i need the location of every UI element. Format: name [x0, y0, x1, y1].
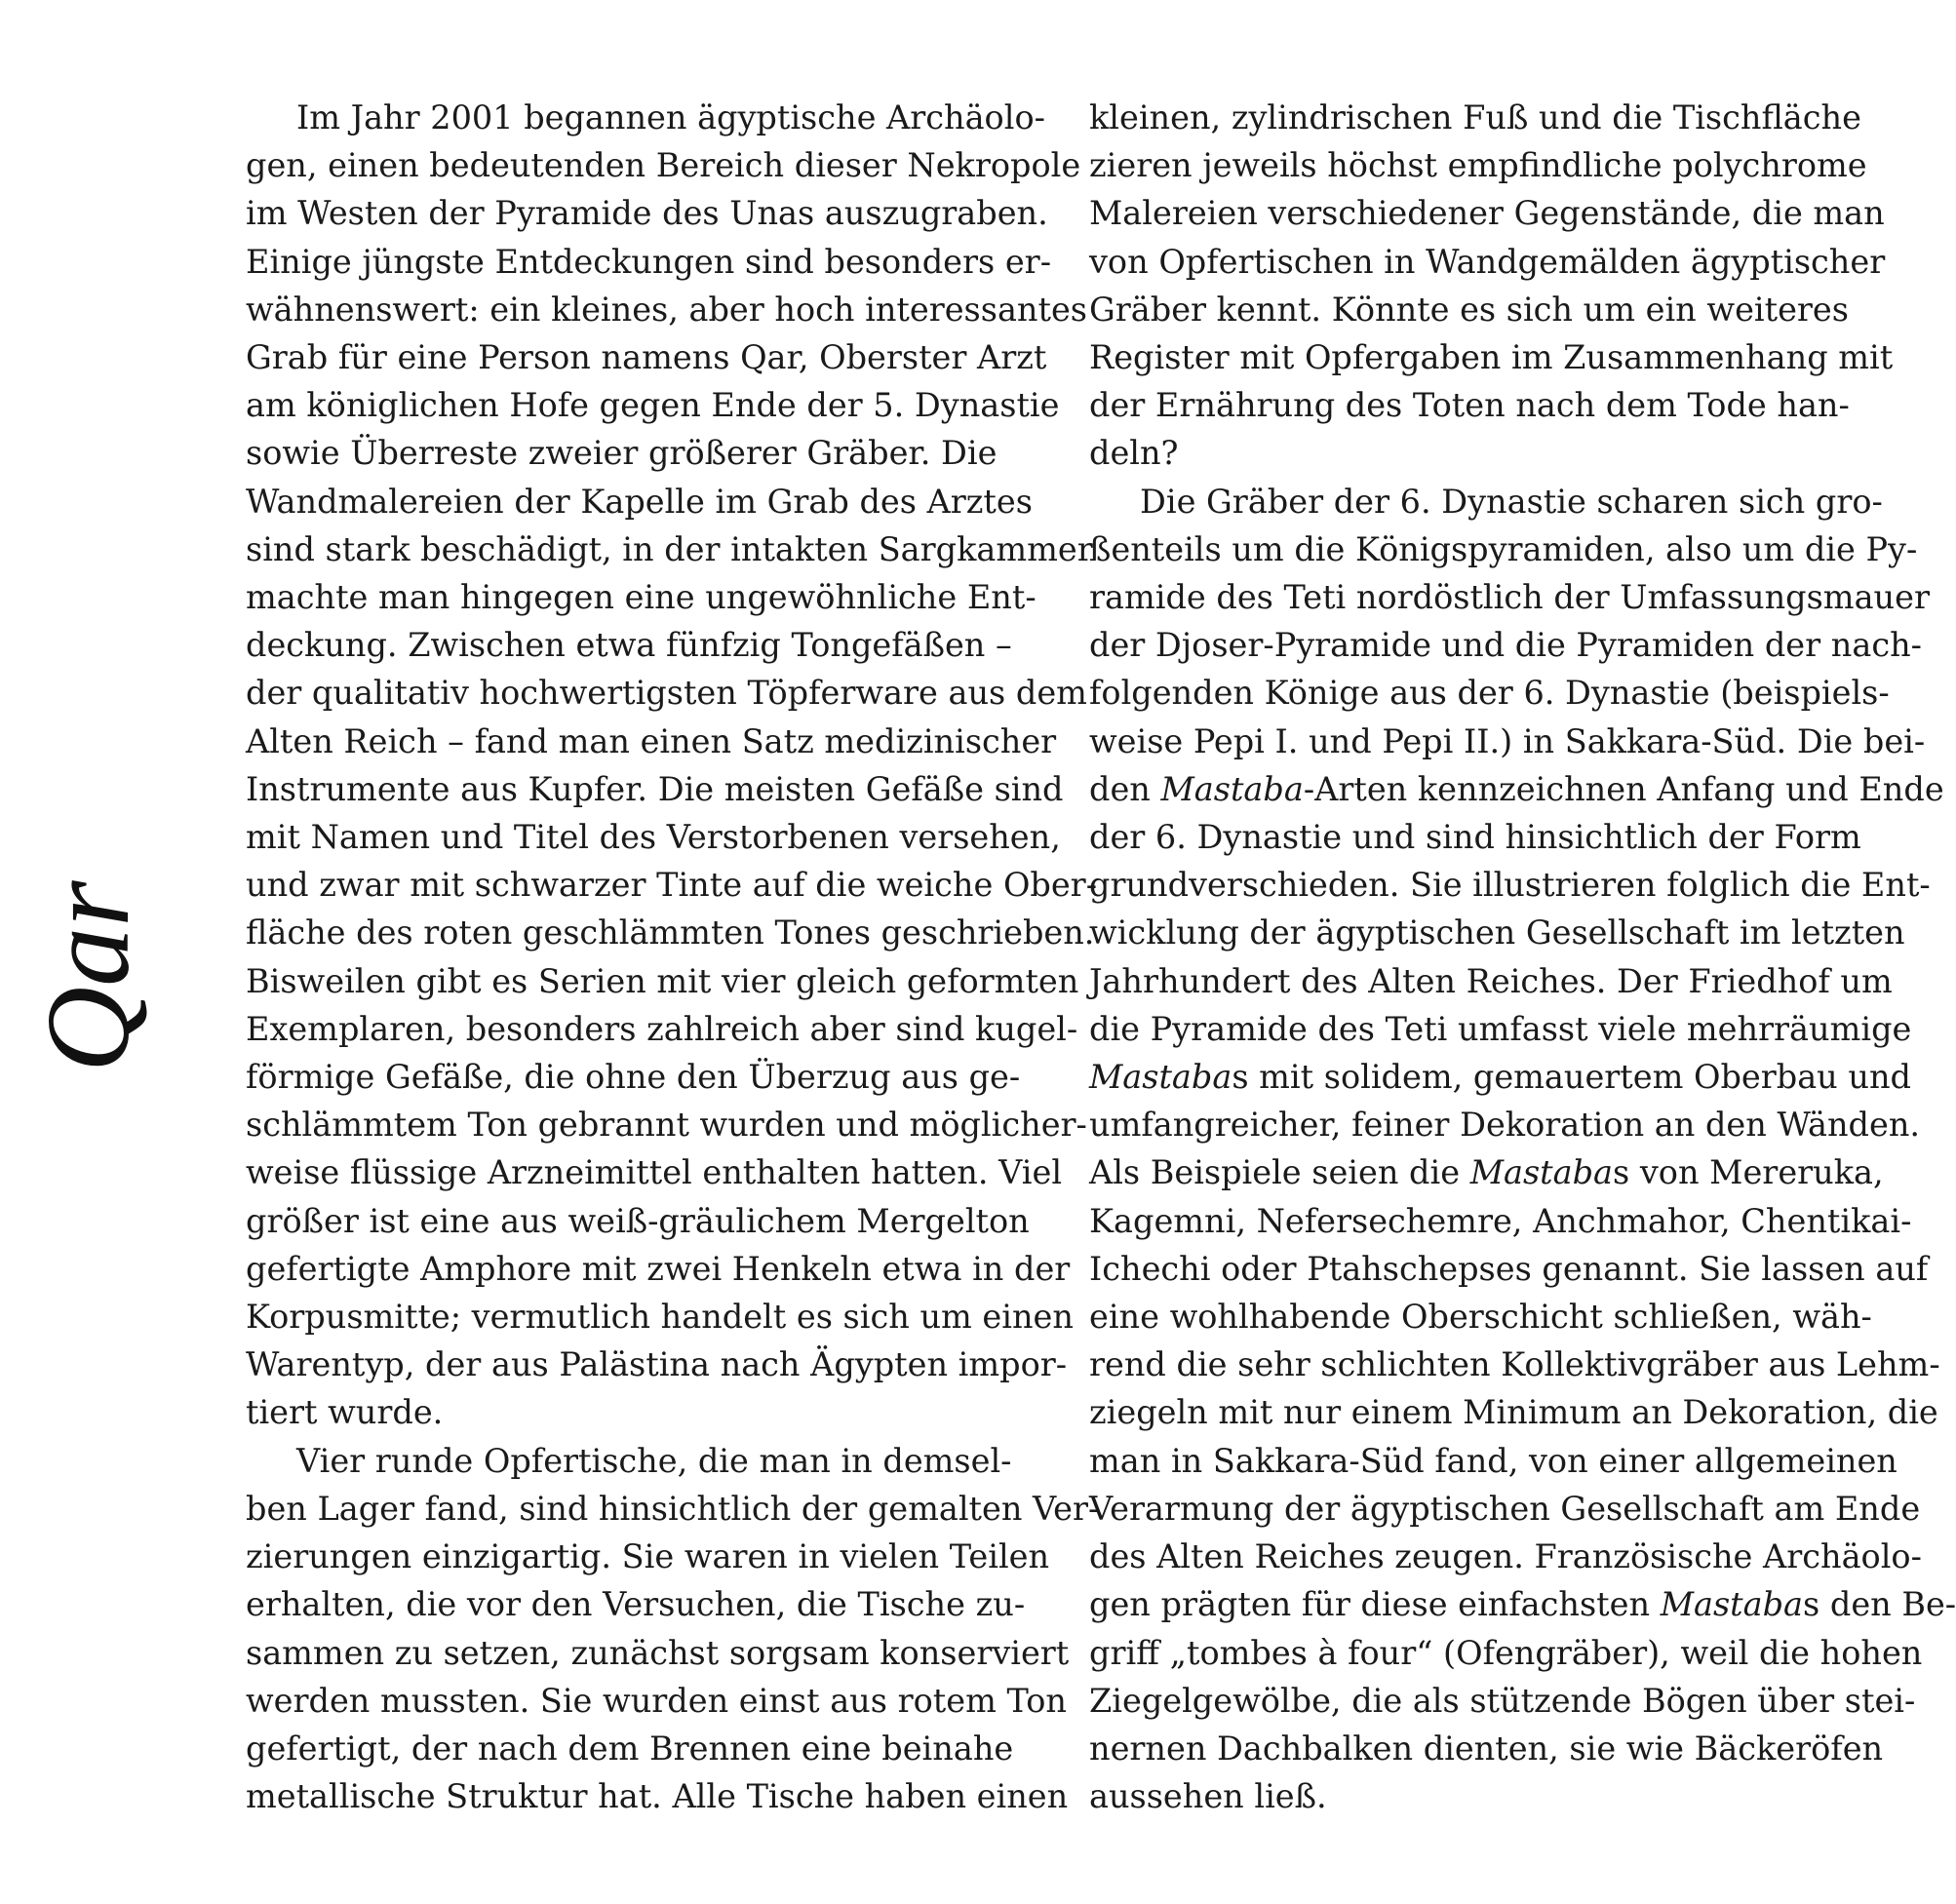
- text-line: der qualitativ hochwertigsten Töpferware aus dem: [246, 674, 1087, 713]
- text-line: sammen zu setzen, zunächst sorgsam konserviert: [246, 1633, 1070, 1672]
- text-line: Die Gräber der 6. Dynastie scharen sich gro-: [1140, 482, 1883, 521]
- text-segment: s von Mereruka,: [1613, 1153, 1884, 1192]
- text-line: griff „tombes à four“ (Ofengräber), weil die hohen: [1089, 1633, 1923, 1672]
- text-line: fläche des roten geschlämmten Tones geschrieben.: [246, 913, 1095, 952]
- text-line: ramide des Teti nordöstlich der Umfassungsmauer: [1089, 578, 1930, 617]
- text-line: Ichechi oder Ptahschepses genannt. Sie lassen auf: [1089, 1249, 1929, 1288]
- italic-term: Mastaba: [1160, 769, 1304, 808]
- text-line: größer ist eine aus weiß-gräulichem Mergelton: [246, 1201, 1030, 1240]
- text-line: Alten Reich – fand man einen Satz medizinischer: [246, 721, 1057, 760]
- text-line: [1089, 1148, 1889, 1196]
- text-line: deln?: [1089, 434, 1179, 473]
- text-line: aussehen ließ.: [1089, 1777, 1327, 1816]
- italic-term: Mastaba: [1660, 1585, 1804, 1624]
- text-line: der Ernährung des Toten nach dem Tode han-: [1089, 386, 1850, 425]
- text-line: wähnenswert: ein kleines, aber hoch interessantes: [246, 290, 1087, 329]
- text-line: ziegeln mit nur einem Minimum an Dekoration, die: [1089, 1393, 1938, 1432]
- text-line: Kagemni, Nefersechemre, Anchmahor, Chentikai-: [1089, 1201, 1912, 1240]
- text-segment: den: [1089, 769, 1161, 808]
- italic-term: Mastaba: [1089, 1058, 1232, 1097]
- text-line: zieren jeweils höchst empfindliche polychrome: [1089, 146, 1867, 185]
- text-line: Bisweilen gibt es Serien mit vier gleich geformten: [246, 961, 1079, 1000]
- text-line: eine wohlhabende Oberschicht schließen, wäh-: [1089, 1298, 1872, 1337]
- text-line: weise flüssige Arzneimittel enthalten hatten. Viel: [246, 1153, 1063, 1192]
- text-line: ßenteils um die Königspyramiden, also um die Py-: [1089, 529, 1918, 568]
- text-segment: -Arten kennzeichnen Anfang und Ende: [1303, 769, 1944, 808]
- text-line: wicklung der ägyptischen Gesellschaft im letzten: [1089, 913, 1905, 952]
- text-line: am königlichen Hofe gegen Ende der 5. Dynastie: [246, 386, 1060, 425]
- text-line: Ziegelgewölbe, die als stützende Bögen über stei-: [1089, 1681, 1916, 1720]
- text-line: der 6. Dynastie und sind hinsichtlich der Form: [1089, 818, 1861, 857]
- text-line: Im Jahr 2001 begannen ägyptische Archäolo-: [296, 98, 1045, 136]
- text-line: Gräber kennt. Könnte es sich um ein weiteres: [1089, 290, 1849, 329]
- text-line: Malereien verschiedener Gegenstände, die man: [1089, 194, 1885, 233]
- text-line: Verarmung der ägyptischen Gesellschaft am Ende: [1089, 1489, 1921, 1528]
- text-line: tiert wurde.: [246, 1393, 444, 1432]
- text-line: machte man hingegen eine ungewöhnliche Ent-: [246, 578, 1037, 617]
- text-line: weise Pepi I. und Pepi II.) in Sakkara-Süd. Die bei-: [1089, 721, 1926, 760]
- text-segment: s mit solidem, gemauertem Oberbau und: [1232, 1058, 1911, 1097]
- text-line: Grab für eine Person namens Qar, Oberster Arzt: [246, 338, 1047, 377]
- text-segment: s den Be-: [1803, 1585, 1956, 1624]
- text-line: Einige jüngste Entdeckungen sind besonders er-: [246, 242, 1052, 281]
- text-line: sowie Überreste zweier größerer Gräber. Die: [246, 434, 998, 473]
- text-line: des Alten Reiches zeugen. Französische Archäolo-: [1089, 1537, 1922, 1576]
- text-line: und zwar mit schwarzer Tinte auf die weiche Ober-: [246, 866, 1098, 905]
- text-line: förmige Gefäße, die ohne den Überzug aus ge-: [246, 1058, 1021, 1097]
- text-line: ben Lager fand, sind hinsichtlich der gemalten Ver-: [246, 1489, 1100, 1528]
- text-line: gefertigt, der nach dem Brennen eine beinahe: [246, 1729, 1014, 1768]
- text-line: [1089, 1580, 1956, 1628]
- text-line: Korpusmitte; vermutlich handelt es sich um einen: [246, 1298, 1074, 1337]
- text-line: metallische Struktur hat. Alle Tische haben einen: [246, 1777, 1069, 1816]
- text-line: im Westen der Pyramide des Unas auszugraben.: [246, 194, 1048, 233]
- text-line: mit Namen und Titel des Verstorbenen versehen,: [246, 818, 1061, 857]
- side-title: Qar: [22, 880, 154, 1072]
- text-line: rend die sehr schlichten Kollektivgräber aus Lehm-: [1089, 1345, 1940, 1384]
- text-line: gefertigte Amphore mit zwei Henkeln etwa in der: [246, 1249, 1071, 1288]
- text-line: kleinen, zylindrischen Fuß und die Tischfläche: [1089, 98, 1861, 136]
- text-line: man in Sakkara-Süd fand, von einer allgemeinen: [1089, 1441, 1897, 1480]
- text-line: Wandmalereien der Kapelle im Grab des Arztes: [246, 482, 1033, 521]
- text-line: deckung. Zwischen etwa fünfzig Tongefäßen –: [246, 626, 1012, 665]
- text-line: erhalten, die vor den Versuchen, die Tische zu-: [246, 1585, 1026, 1624]
- text-segment: gen prägten für diese einfachsten: [1089, 1585, 1661, 1624]
- text-line: [1089, 765, 1944, 813]
- text-line: zierungen einzigartig. Sie waren in vielen Teilen: [246, 1537, 1050, 1576]
- left-column: [246, 94, 1100, 1820]
- text-line: nernen Dachbalken dienten, sie wie Bäckeröfen: [1089, 1729, 1884, 1768]
- text-line: Instrumente aus Kupfer. Die meisten Gefäße sind: [246, 769, 1064, 808]
- text-line: Jahrhundert des Alten Reiches. Der Friedhof um: [1089, 961, 1893, 1000]
- text-line: [1089, 1053, 1911, 1101]
- text-line: die Pyramide des Teti umfasst viele mehrräumige: [1089, 1009, 1912, 1048]
- text-segment: Als Beispiele seien die: [1089, 1153, 1470, 1192]
- text-line: werden mussten. Sie wurden einst aus rotem Ton: [246, 1681, 1067, 1720]
- text-line: umfangreicher, feiner Dekoration an den Wänden.: [1089, 1106, 1921, 1145]
- text-line: von Opfertischen in Wandgemälden ägyptischer: [1089, 242, 1886, 281]
- text-line: der Djoser-Pyramide und die Pyramiden der nach-: [1089, 626, 1922, 665]
- text-line: sind stark beschädigt, in der intakten Sargkammer: [246, 529, 1093, 568]
- text-line: schlämmtem Ton gebrannt wurden und möglicher-: [246, 1106, 1087, 1145]
- text-line: folgenden Könige aus der 6. Dynastie (beispiels-: [1089, 674, 1890, 713]
- text-line: grundverschieden. Sie illustrieren folglich die Ent-: [1089, 866, 1931, 905]
- text-line: Warentyp, der aus Palästina nach Ägypten impor-: [246, 1345, 1068, 1384]
- text-line: Vier runde Opfertische, die man in demsel-: [296, 1441, 1012, 1480]
- italic-term: Mastaba: [1469, 1153, 1614, 1192]
- right-column: [1089, 94, 1956, 1820]
- text-line: gen, einen bedeutenden Bereich dieser Nekropole: [246, 146, 1081, 185]
- text-line: Register mit Opfergaben im Zusammenhang mit: [1089, 338, 1894, 377]
- text-line: Exemplaren, besonders zahlreich aber sind kugel-: [246, 1009, 1078, 1048]
